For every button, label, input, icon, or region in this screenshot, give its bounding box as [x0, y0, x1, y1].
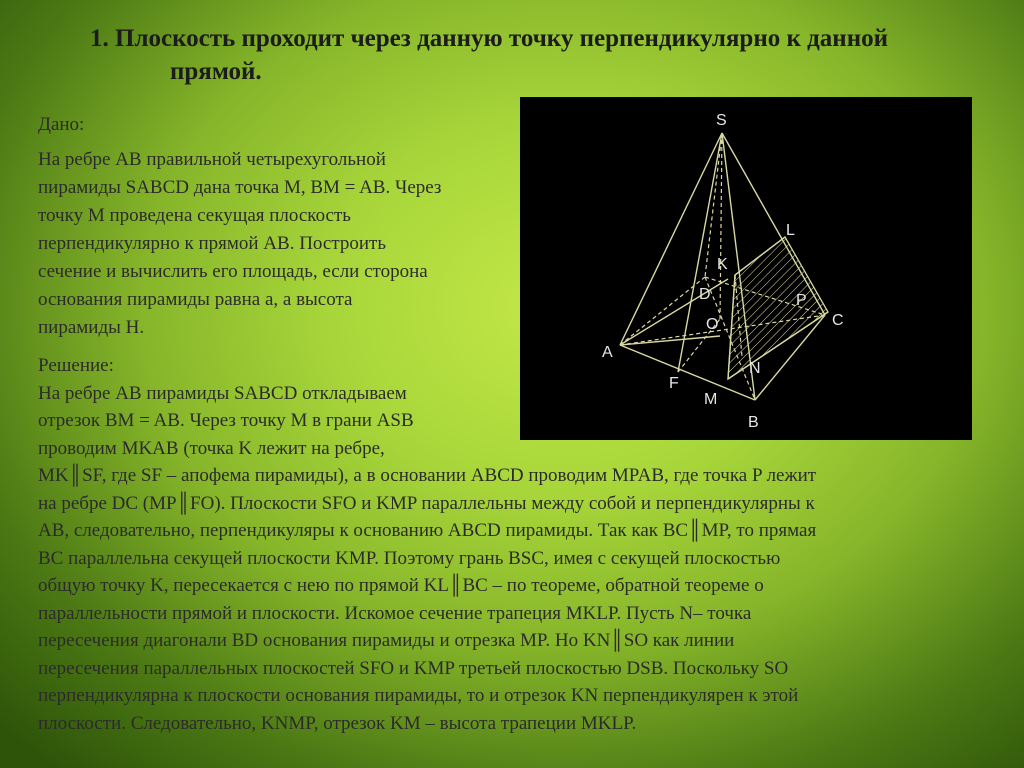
segment-SO-hidden: [720, 133, 722, 319]
label-P: P: [796, 292, 807, 309]
solution-line: на ребре DC (MP║FO). Плоскости SFO и KMP параллельны между собой и перпендикулярны к: [38, 492, 815, 514]
given-line: пирамиды SABCD дана точка M, BM = AB. Через: [38, 177, 442, 198]
slide-title: [90, 22, 1010, 88]
slide-title-line2: прямой.: [170, 58, 262, 85]
label-A: A: [602, 344, 613, 361]
given-text: [38, 146, 528, 342]
slide-title-line1: 1. Плоскость проходит через данную точку перпендикулярно к данной: [90, 25, 888, 52]
label-N: N: [749, 360, 761, 377]
given-line: основания пирамиды равна a, а высота: [38, 289, 353, 310]
solution-line: общую точку K, пересекается с нею по прямой KL║BC – по теореме, обратной теореме о: [38, 575, 764, 596]
given-line: точку M проведена секущая плоскость: [38, 205, 351, 226]
solution-line: перпендикулярна к плоскости основания пирамиды, то и отрезок KN перпендикулярен к этой: [38, 685, 799, 706]
solution-label: Решение:: [38, 355, 114, 376]
label-K: K: [717, 256, 728, 273]
solution-line: пересечения параллельных плоскостей SFO и KMP третьей плоскостью DSB. Поскольку SO: [38, 657, 789, 679]
pyramid-figure: [520, 97, 972, 440]
solution-line: BC параллельна секущей плоскости KMP. Поэтому грань BSC, имея с секущей плоскостью: [38, 547, 781, 569]
given-line: перпендикулярно к прямой AB. Построить: [38, 233, 386, 254]
solution-line: параллельности прямой и плоскости. Искомое сечение трапеция MKLP. Пусть N– точка: [38, 602, 752, 624]
given-label: Дано:: [38, 114, 85, 135]
solution-line: AB, следовательно, перпендикуляры к основанию ABCD пирамиды. Так как BC║MP, то прямая: [38, 520, 817, 541]
given-line: сечение и вычислить его площадь, если сторона: [38, 261, 428, 282]
solution-line: плоскости. Следовательно, KNMP, отрезок KM – высота трапеции MKLP.: [38, 712, 637, 734]
given-line: пирамиды H.: [38, 317, 145, 338]
given-line: На ребре AB правильной четырехугольной: [38, 149, 386, 170]
solution-line: отрезок BM = AB. Через точку M в грани ASB: [38, 410, 414, 431]
label-B: B: [748, 414, 759, 431]
solution-line: На ребре AB пирамиды SABCD откладываем: [38, 382, 407, 404]
label-F: F: [669, 375, 679, 392]
label-M: M: [704, 391, 718, 408]
label-S: S: [716, 112, 727, 129]
pyramid-diagram: [520, 97, 972, 440]
label-O: O: [706, 316, 719, 333]
label-C: C: [832, 312, 844, 329]
solution-line: MK║SF, где SF – апофема пирамиды), а в основании ABCD проводим MPAB, где точка P лежит: [38, 465, 817, 486]
solution-line: проводим MKAB (точка K лежит на ребре,: [38, 437, 385, 459]
label-L: L: [786, 222, 795, 239]
label-D: D: [699, 286, 711, 303]
solution-line: пересечения диагонали BD основания пирамиды и отрезка MP. Но KN║SO как линии: [38, 630, 735, 651]
